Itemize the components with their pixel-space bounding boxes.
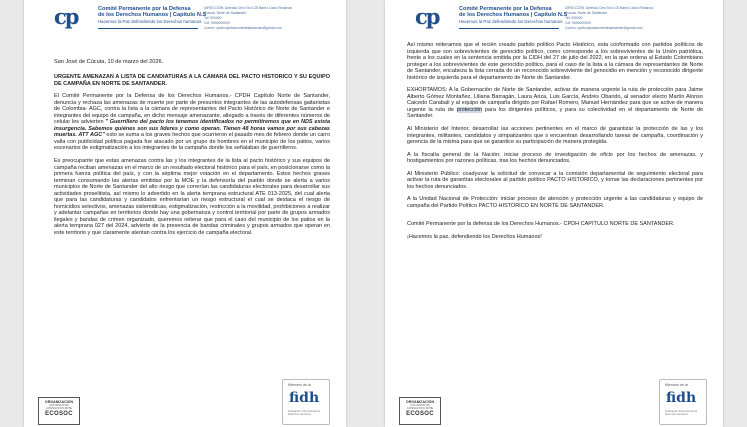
- ecosoc-line: CONSULTIVO ANTE: [45, 406, 73, 411]
- org-name-line-2: de los Derechos Humanos | Capítulo N.S: [98, 12, 207, 19]
- ecosoc-line: CON ESTATUS: [49, 403, 69, 408]
- document-title: URGENTE AMENAZAN A LISTA DE CANDIATURAS A LA CAMARA DEL PACTO HISTORICO Y SU EQUIPO DE CAMPAÑA EN NORTE DE SANTANDER.: [54, 74, 330, 87]
- cpdh-logo: cp: [54, 4, 78, 29]
- fidh-subtitle: Federación Internacional de Derechos Humanos: [288, 410, 321, 417]
- ecosoc-badge: [38, 397, 80, 425]
- page2-body: [407, 42, 703, 241]
- signature-block: Comité Permanente por la defensa de los Derechos Humanos.- CPDH CAPITULO NORTE DE SANTANDER.: [407, 221, 675, 228]
- letterhead: [54, 4, 344, 32]
- page-footer: [393, 383, 715, 425]
- page-footer: [32, 383, 338, 425]
- contact-block: [204, 6, 334, 31]
- ecosoc-line: ORGANIZACIÓN: [405, 400, 435, 404]
- contact-line: Cel: 0000000000: [204, 21, 230, 25]
- org-motto: Hacemos la Paz defendiendo los Derechos humanos: [459, 18, 563, 24]
- contact-block: [565, 6, 695, 31]
- paragraph-mininterior: Al Ministerio del Interior, desarrollar las acciones pertinentes en el marco de garantizar la protección de las y los integrantes, militantes, candidatos y simpatizantes que s encuentran desarrollando tareas de campaña, coordinación y gerencia de la misma para que se garantice su participación de manera protegida.: [407, 126, 703, 146]
- contact-line: DIRECCIÓN: Avenida Cero No 0-00 Barrio Llano Redanza: [565, 6, 653, 10]
- fidh-subtitle: Federación Internacional de Derechos Humanos: [665, 410, 698, 417]
- fidh-logo: fidh: [289, 390, 320, 406]
- paragraph-text: EXHORTAMOS: A la Gobernación de Norte de Santander, activar de manera urgente la ruta de protección para Jaime Alberto Gómez Montañez, Liliana Barragán, Laura Ariza, Luis García, Andrés Obando, al senador electo Martín Alonso Caicedo Carabalí y al equipo de campaña dirigido por Rafael Romero, Manuel Hernández para que se active de manera urgente la ruta de: [407, 87, 703, 113]
- contact-line: Tel: 000000: [565, 16, 583, 20]
- document-page-1: [24, 0, 346, 427]
- document-date: San José de Cúcuta, 10 de marzo del 2026.: [54, 59, 164, 65]
- ecosoc-line: ECOSOC: [45, 410, 73, 417]
- contact-line: Cel: 0000000000: [565, 21, 591, 25]
- contact-line: Correo: cpdh.capitulonortedesantander@gmail.com: [565, 26, 643, 30]
- fidh-badge: [282, 379, 330, 425]
- fidh-member-label: Miembro de la: [665, 383, 688, 387]
- paragraph-pacto: Así mismo reiteramos que el recién creado partido político Pacto Histórico, esta conformado con partidos políticos de izquierda que son sobrevivientes de genocidio político, como corresponde a los sobrevivientes de la Unión patriótica, frente a los cuales en la sentencia emitida por la CIDH del 27 de julio del 2022, en la que ordena al Estado Colombiano proteger a los sobrevivientes de este genocidio político, para el caso de la lista a la cámara de representantes de Norte de Santander, encabeza la lista cerrada de un reconocido sobreviviente del genocidio en mención y reconocido dirigente histórico de izquierda para el departamento de Norte de Santander.: [407, 42, 703, 81]
- ecosoc-line: ORGANIZACIÓN: [44, 400, 74, 404]
- org-name-block: [98, 6, 207, 25]
- header-rule: [98, 28, 198, 29]
- cpdh-logo: cp: [415, 4, 439, 29]
- paragraph-complaint: [54, 93, 330, 152]
- fidh-logo: fidh: [666, 390, 697, 406]
- org-name-line-1: Comité Permanente por la Defensa: [459, 6, 552, 12]
- ecosoc-line: ECOSOC: [406, 410, 434, 417]
- org-motto: Hacemos la Paz defendiendo los Derechos humanos: [98, 18, 202, 24]
- ecosoc-line: CONSULTIVO ANTE: [406, 406, 434, 411]
- document-page-2: [385, 0, 723, 427]
- org-name-line-2: de los Derechos Humanos | Capítulo N.S: [459, 12, 568, 19]
- closing-motto: ¡Hacemos la paz, defendiendo los Derechos Humanos!: [407, 234, 542, 241]
- paragraph-fiscalia: A la fiscalía general de la Nación: iniciar proceso de investigación de oficio por los hechos de amenazas, y hostigamientos por razones políticas, tras los hechos denunciados.: [407, 151, 703, 165]
- contact-line: Cúcuta, Norte de Santander: [204, 11, 247, 15]
- org-name-block: [459, 6, 568, 25]
- org-name-line-1: Comité Permanente por la Defensa: [98, 6, 191, 12]
- paragraph-text: El Comité Permanente por la Defensa de los Derechos Humanos.- CPDH Capítulo Norte de Santander, denuncia y rechaza las amenazas de muerte por parte de presuntos integrantes de las autodefensas gaitanistas de Colombia- AGC, contra la lista a la cámara de representantes del Pacto Histórico de Norte de Santander e integrantes del equipo de campaña, en dicho mensaje amenazante, allegado a través de diferentes números de celular les advierten: [54, 93, 330, 126]
- letterhead: [415, 4, 705, 32]
- paragraph-ministerio-publico: Al Ministerio Público: coadyuvar la solicitud de convocar a la comisión departamental de seguimiento electoral para activar la ruta de garantías electorales al partido político PACTO HISTORICO, y tomar las declaraciones pertinentes por los hechos denunciados.: [407, 170, 703, 190]
- fidh-member-label: Miembro de la: [288, 383, 311, 387]
- contact-line: DIRECCIÓN: Avenida Cero No 0-00 Barrio Llano Redanza: [204, 6, 292, 10]
- paragraph-exhort: [407, 87, 703, 120]
- threat-quote: " Guerrillero del pacto los tenemos identificados no permitiremos que en NDS exista insurgencia. Sabemos quiénes son sus líderes y como operan. Tienen 48 horas vamos por sus cabezas muertas. ATT AGC": [54, 119, 331, 139]
- header-rule: [459, 28, 559, 29]
- ecosoc-line: CON ESTATUS: [410, 403, 430, 408]
- paragraph-text: para los dirigentes políticos, y para su colectividad en el departamento de Norte de Santander.: [407, 106, 703, 120]
- ecosoc-badge: [399, 397, 441, 425]
- contact-line: Tel: 000000: [204, 16, 222, 20]
- contact-line: Cúcuta, Norte de Santander: [565, 11, 608, 15]
- contact-line: Correo: cpdh.capitulonortedesantander@gmail.com: [204, 26, 282, 30]
- page1-body: [54, 74, 330, 237]
- fidh-badge: [659, 379, 707, 425]
- paragraph-unp: A la Unidad Nacional de Protección: iniciar proceso de atención y protección urgente a las candidaturas y equipo de campaña del Partido Político PACTO HISTORICO EN NORTE DE SANTANDER.: [407, 196, 703, 209]
- highlighted-word: protección: [456, 106, 483, 113]
- paragraph-concern: Es preocupante que estas amenazas contra las y los integrantes de la lista al pacto histórico y sus equipos de campaña reciban amenazas en el marco de un resultado electoral histórico para el país, en posicionarse como la primera fuerza política del país, y con la séptima mejor votación en el departamento. Estos hechos graves terminan consumando las alertas emitidas por la MOE y la defensoría del pueblo donde se alerta a varios municipios de Norte de Santander del alto riesgo que correrían las candidaturas electorales para desarrollar sus actividades proselitista, así mismo lo advertido en la alerta temprana estructural ATE 013-2025, del cual alerta que para las candidaturas y candidatos enfrentarían un riesgo estructural el cual se destaca el riesgo de homicidios selectivos, amenazas sistemáticas, estigmatización, restricción a la movilidad, prohibiciones a realizar y adelantar campañas en territorios donde hay una gobernanza y control territorial por parte de grupos armados ilegales y bandas de crimen organizado, queremos reiterar que para el caso del municipio de los patios en la alerta temprana 027 del 2024, advierte de la presencia de bandas criminales y grupos armados que operan en este territorio y que claramente atentan contra los ejercicio de campaña electoral.: [54, 158, 330, 237]
- paragraph-text: esto se suma a los graves hechos que ocurrieron el pasado mes de febrero donde un carro valla con publicidad política pagada fue atacado por un grupo de hombres en el municipio de los patios, varios escenarios de estigmatización a los integrantes de la campaña donde los señalaban de guerrilleros.: [54, 132, 331, 152]
